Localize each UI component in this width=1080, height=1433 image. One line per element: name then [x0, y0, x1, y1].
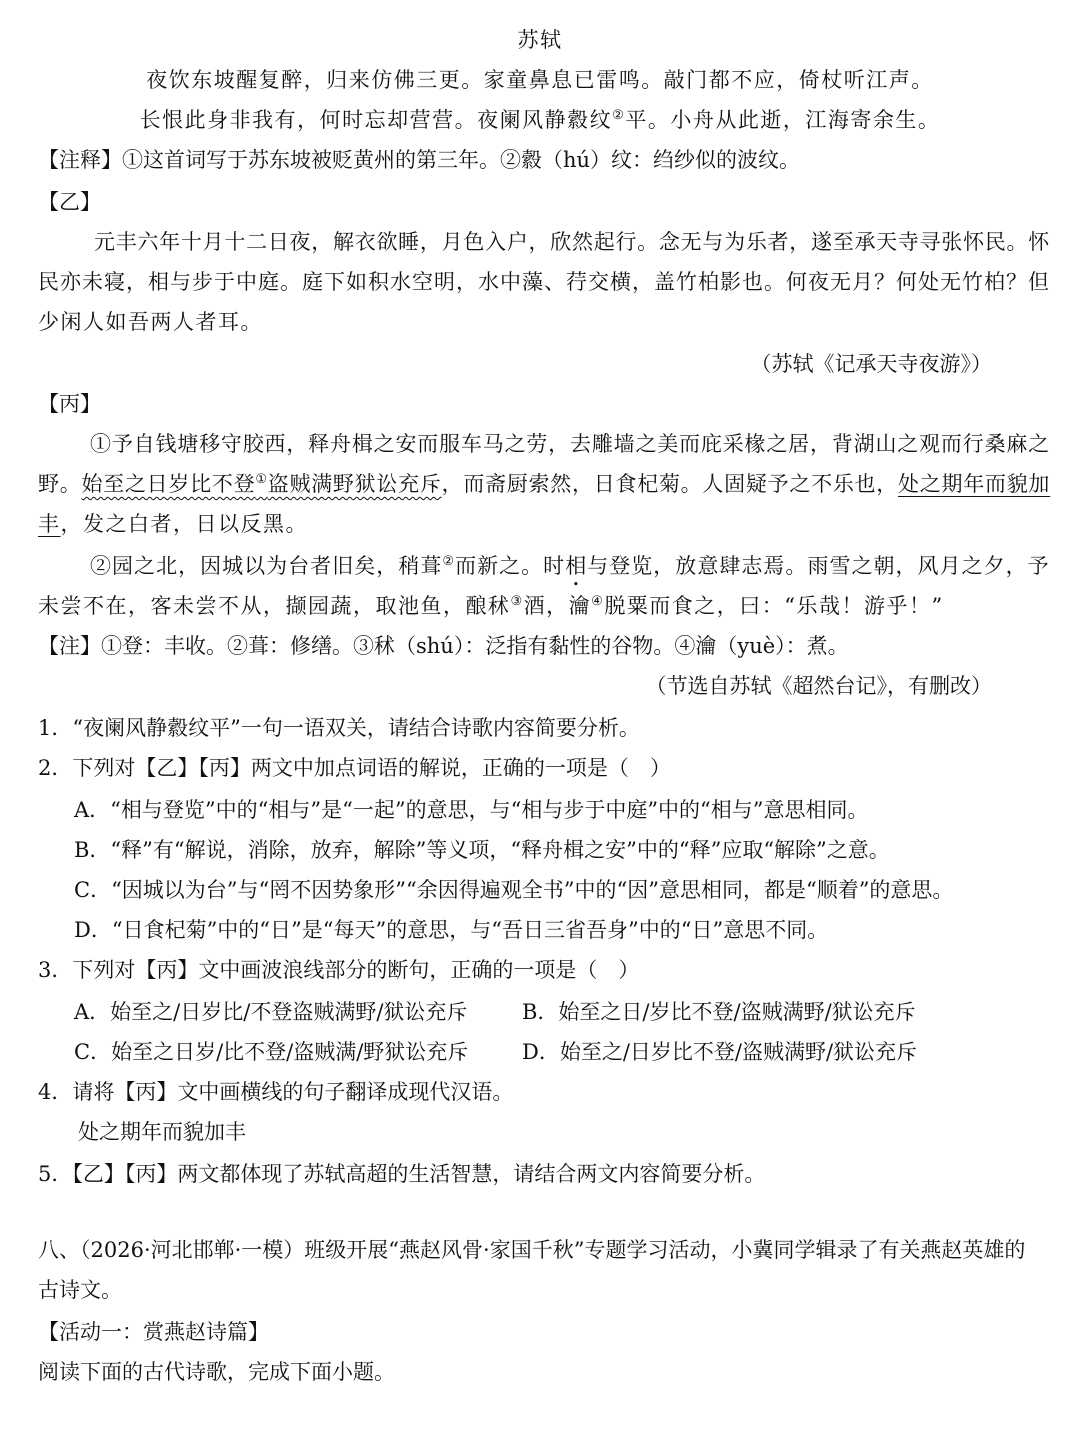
question-3-option-a: A．始至之/日岁比/不登盗贼满野/狱讼充斥: [74, 1000, 468, 1024]
question-2-option-c: C．“因城以为台”与“罔不因势象形”“余因得遍观全书”中的“因”意思相同，都是“顺着”的意思。: [74, 878, 954, 902]
dotted-word: 相: [565, 554, 588, 578]
question-2: 2．下列对【乙】【丙】两文中加点词语的解说，正确的一项是（ ）: [38, 756, 671, 780]
question-4-sentence: 处之期年而貌加丰: [78, 1120, 246, 1144]
section-8-intro-line-2: 古诗文。: [38, 1278, 122, 1302]
question-3-option-c: C．始至之日岁/比不登/盗贼满/野狱讼充斥: [74, 1040, 469, 1064]
yi-text-line-3: 少闲人如吾两人者耳。: [38, 310, 263, 334]
poem-notes: 【注释】①这首词写于苏东坡被贬黄州的第三年。②縠（hú）纹：绉纱似的波纹。: [38, 148, 801, 172]
yi-text-line-2: 民亦未寝，相与步于中庭。庭下如积水空明，水中藻、荇交横，盖竹柏影也。何夜无月？何处无竹柏？但: [38, 270, 1050, 294]
yi-text-line-1: 元丰六年十月十二日夜，解衣欲睡，月色入户，欣然起行。念无与为乐者，遂至承天寺寻张怀民。怀: [94, 230, 1050, 254]
question-5: 5．【乙】【丙】两文都体现了苏轼高超的生活智慧，请结合两文内容简要分析。: [38, 1162, 766, 1186]
bing-heading: 【丙】: [38, 392, 101, 416]
bing-p2-line-2: 未尝不在，客未尝不从，撷园蔬，取池鱼，酿秫③酒，瀹④脱粟而食之，曰：“乐哉！游乎！”: [38, 594, 944, 618]
section-8-intro-line-1: 八、（2026·河北邯郸·一模）班级开展“燕赵风骨·家国千秋”专题学习活动，小冀同学辑录了有关燕赵英雄的: [38, 1238, 1026, 1262]
question-3-option-b: B．始至之日/岁比不登/盗贼满野/狱讼充斥: [522, 1000, 916, 1024]
underlined-sentence-part-1: 处之期年而貌加: [898, 472, 1051, 496]
bing-p2-line-1: ②园之北，因城以为台者旧矣，稍葺②而新之。时相与登览，放意肆志焉。雨雪之朝，风月之夕，予: [90, 554, 1050, 578]
question-2-option-d: D．“日食杞菊”中的“日”是“每天”的意思，与“吾日三省吾身”中的“日”意思不同。: [74, 918, 829, 942]
question-3-option-d: D．始至之/日岁比不登/盗贼满野/狱讼充斥: [522, 1040, 918, 1064]
poem-author: 苏轼: [517, 28, 563, 52]
question-1: 1．“夜阑风静縠纹平”一句一语双关，请结合诗歌内容简要分析。: [38, 716, 640, 740]
question-3: 3．下列对【丙】文中画波浪线部分的断句，正确的一项是（ ）: [38, 958, 640, 982]
question-2-option-a: A．“相与登览”中的“相与”是“一起”的意思，与“相与步于中庭”中的“相与”意思相同。: [74, 798, 869, 822]
yi-heading: 【乙】: [38, 190, 101, 214]
activity-1-heading: 【活动一：赏燕赵诗篇】: [38, 1320, 269, 1344]
wavy-underlined-text: 始至之日岁比不登①盗贼满野狱讼充斥: [81, 472, 442, 496]
bing-p1-line-2: 野。始至之日岁比不登①盗贼满野狱讼充斥，而斋厨索然，日食杞菊。人固疑予之不乐也，处之期年而貌加: [38, 472, 1051, 496]
bing-p1-line-1: ①予自钱塘移守胶西，释舟楫之安而服车马之劳，去雕墙之美而庇采椽之居，背湖山之观而行桑麻之: [90, 432, 1050, 456]
question-2-option-b: B．“释”有“解说，消除，放弃，解除”等义项，“释舟楫之安”中的“释”应取“解除”之意。: [74, 838, 890, 862]
bing-notes: 【注】①登：丰收。②葺：修缮。③秫（shú）：泛指有黏性的谷物。④瀹（yuè）：煮。: [38, 634, 849, 658]
poem-line-1: 夜饮东坡醒复醉，归来仿佛三更。家童鼻息已雷鸣。敲门都不应，倚杖听江声。: [146, 68, 934, 92]
bing-p1-line-3: 丰，发之白者，日以反黑。: [38, 512, 308, 536]
poem-line-2: 长恨此身非我有，何时忘却营营。夜阑风静縠纹②平。小舟从此逝，江海寄余生。: [139, 108, 941, 132]
reading-instruction: 阅读下面的古代诗歌，完成下面小题。: [38, 1360, 395, 1384]
yi-source: （苏轼《记承天寺夜游》）: [750, 352, 992, 376]
question-4: 4．请将【丙】文中画横线的句子翻译成现代汉语。: [38, 1080, 514, 1104]
underlined-sentence-part-2: 丰: [38, 512, 61, 536]
bing-source: （节选自苏轼《超然台记》，有删改）: [645, 674, 992, 698]
